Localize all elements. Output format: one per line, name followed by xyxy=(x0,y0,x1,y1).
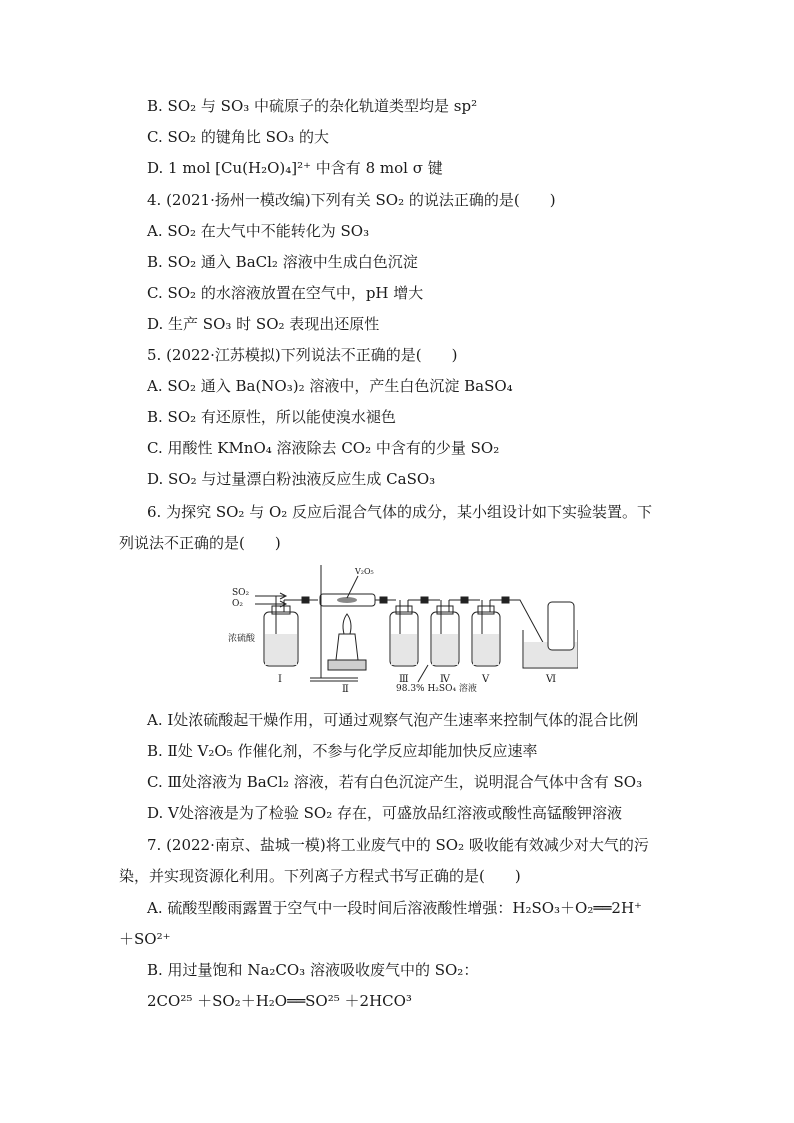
alcohol-lamp xyxy=(336,634,358,660)
label-so2: SO₂ xyxy=(232,588,250,598)
label-v2o5: V₂O₅ xyxy=(355,567,374,576)
option-4a: A. SO₂ 在大气中不能转化为 SO₃ xyxy=(147,222,370,240)
option-6a: A. Ⅰ处浓硫酸起干燥作用，可通过观察气泡产生速率来控制气体的混合比例 xyxy=(147,711,639,729)
option-5d: D. SO₂ 与过量漂白粉浊液反应生成 CaSO₃ xyxy=(147,470,436,488)
question-7-stem: 7. (2022·南京、盐城一模)将工业废气中的 SO₂ 吸收能有效减少对大气的污 xyxy=(147,836,649,854)
option-7b-equation: 2CO²⁵ ＋SO₂＋H₂O══SO²⁵ ＋2HCO³ xyxy=(147,992,412,1010)
label-acid-note: 98.3% H₂SO₄ 溶液 xyxy=(396,684,477,694)
option-5a: A. SO₂ 通入 Ba(NO₃)₂ 溶液中，产生白色沉淀 BaSO₄ xyxy=(147,377,513,395)
label-i: Ⅰ xyxy=(278,674,282,685)
option-3b: B. SO₂ 与 SO₃ 中硫原子的杂化轨道类型均是 sp² xyxy=(147,97,478,115)
label-o2: O₂ xyxy=(232,599,243,609)
question-5-stem: 5. (2022·江苏模拟)下列说法不正确的是( ) xyxy=(147,346,458,364)
label-iii: Ⅲ xyxy=(399,674,409,685)
option-4b: B. SO₂ 通入 BaCl₂ 溶液中生成白色沉淀 xyxy=(147,253,418,271)
option-7a-cont: ＋SO²⁺ xyxy=(119,930,171,948)
label-conc-acid: 浓硫酸 xyxy=(228,634,256,644)
label-vi: Ⅵ xyxy=(546,674,557,685)
apparatus-diagram xyxy=(228,560,578,695)
question-4-stem: 4. (2021·扬州一模改编)下列有关 SO₂ 的说法正确的是( ) xyxy=(147,191,556,209)
option-7b: B. 用过量饱和 Na₂CO₃ 溶液吸收废气中的 SO₂： xyxy=(147,961,479,979)
option-4c: C. SO₂ 的水溶液放置在空气中，pH 增大 xyxy=(147,284,424,302)
label-iv: Ⅳ xyxy=(440,674,450,685)
option-3d: D. 1 mol [Cu(H₂O)₄]²⁺ 中含有 8 mol σ 键 xyxy=(147,159,443,177)
option-4d: D. 生产 SO₃ 时 SO₂ 表现出还原性 xyxy=(147,315,380,333)
collecting-bottle xyxy=(548,602,574,650)
option-7a: A. 硫酸型酸雨露置于空气中一段时间后溶液酸性增强：H₂SO₃＋O₂══2H⁺ xyxy=(147,899,642,917)
option-6b: B. Ⅱ处 V₂O₅ 作催化剂，不参与化学反应却能加快反应速率 xyxy=(147,742,538,760)
option-3c: C. SO₂ 的键角比 SO₃ 的大 xyxy=(147,128,329,146)
apparatus-figure xyxy=(228,560,578,695)
option-6c: C. Ⅲ处溶液为 BaCl₂ 溶液，若有白色沉淀产生，说明混合气体中含有 SO₃ xyxy=(147,773,643,791)
label-ii: Ⅱ xyxy=(342,684,349,695)
option-6d: D. Ⅴ处溶液是为了检验 SO₂ 存在，可盛放品红溶液或酸性高锰酸钾溶液 xyxy=(147,804,622,822)
option-5b: B. SO₂ 有还原性，所以能使溴水褪色 xyxy=(147,408,396,426)
question-6-stem-cont: 列说法不正确的是( ) xyxy=(119,534,281,552)
option-5c: C. 用酸性 KMnO₄ 溶液除去 CO₂ 中含有的少量 SO₂ xyxy=(147,439,500,457)
question-6-stem: 6. 为探究 SO₂ 与 O₂ 反应后混合气体的成分，某小组设计如下实验装置。下 xyxy=(147,503,653,521)
question-7-stem-cont: 染，并实现资源化利用。下列离子方程式书写正确的是( ) xyxy=(119,867,521,885)
label-v: Ⅴ xyxy=(482,674,490,685)
